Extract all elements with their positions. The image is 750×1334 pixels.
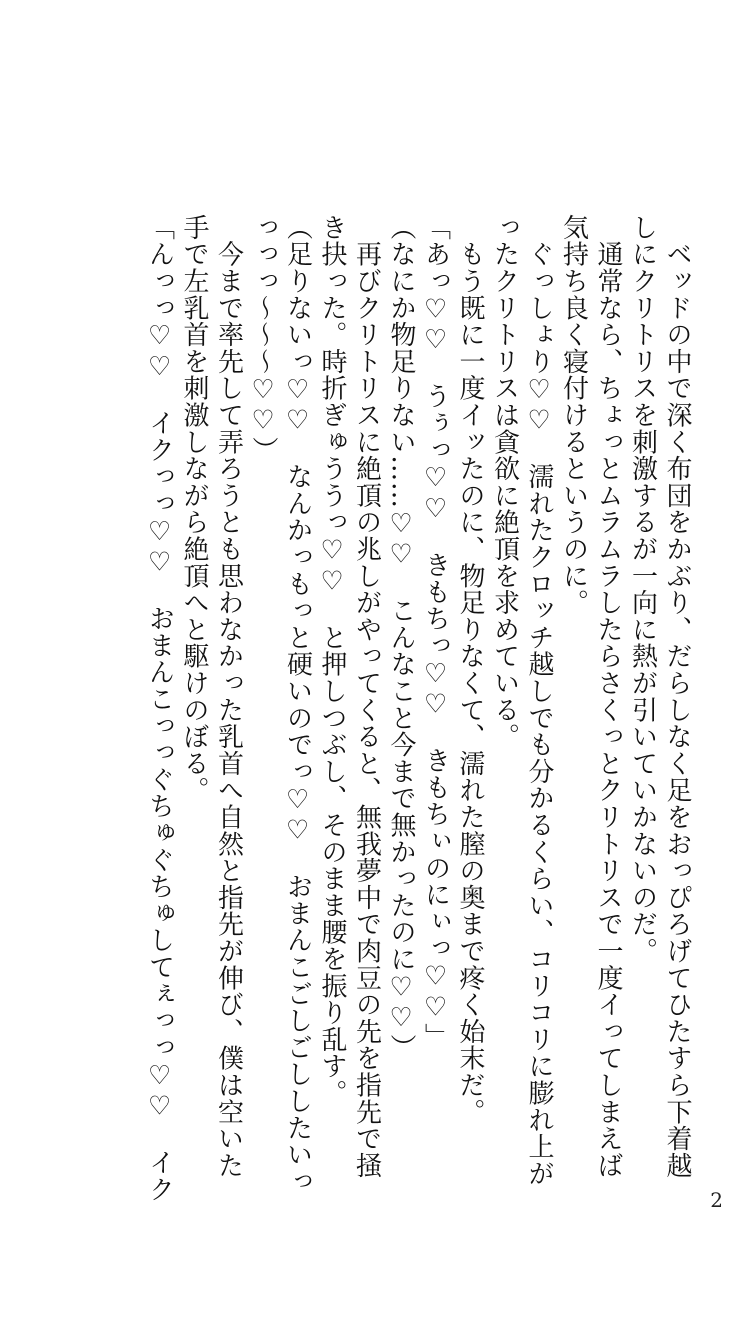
vertical-text-body — [142, 214, 694, 1203]
text-line: 今まで率先して弄ろうとも思わなかった乳首へ自然と指先が伸び、僕は空いた — [213, 214, 244, 1179]
text-line: 「んっっ♡♡ イクっっ♡♡ おまんこっっぐちゅぐちゅしてぇっっ♡♡ イク — [144, 214, 175, 1203]
text-line: （なにか物足りない……♡♡ こんなこと今まで無かったのに♡♡） — [386, 214, 416, 1061]
text-line: 手で左乳首を刺激しながら絶頂へと駆けのぼる。 — [179, 214, 209, 804]
text-line: しにクリトリスを刺激するが一向に熱が引いていかないのだ。 — [627, 214, 658, 965]
text-line: ベッドの中で深く布団をかぶり、だらしなく足をおっぴろげてひたすら下着越 — [662, 214, 692, 1179]
text-line: もう既に一度イッたのに、物足りなくて、濡れた膣の奥まで疼く始末だ。 — [455, 214, 485, 1126]
text-line: （足りないっ♡♡ なんかっもっと硬いのでっ♡♡ おまんこごしごししたいっ — [282, 214, 313, 1195]
text-line: き抉った。時折ぎゅううっ♡♡ と押しつぶし、そのまま腰を振り乱す。 — [317, 214, 347, 1107]
text-line: ぐっしょり♡♡ 濡れたクロッチ越しでも分かるくらい、コリコリに膨れ上が — [524, 214, 554, 1187]
text-line: 再びクリトリスに絶頂の兆しがやってくると、無我夢中で肉豆の先を指先で掻 — [351, 214, 382, 1179]
text-line: 気持ち良く寝付けるというのに。 — [558, 214, 589, 616]
text-line: 「あっ♡♡ うぅっ♡♡ きもちっ♡♡ きもちぃのにぃっ♡♡」 — [420, 214, 451, 1050]
page-number: 2 — [710, 1188, 723, 1212]
text-line: ったクリトリスは貪欲に絶頂を求めている。 — [489, 214, 520, 750]
text-line: 通常なら、ちょっとムラムラしたらさくっとクリトリスで一度イってしまえば — [593, 214, 623, 1179]
text-line: っっっ〜〜〜♡♡） — [248, 214, 278, 464]
